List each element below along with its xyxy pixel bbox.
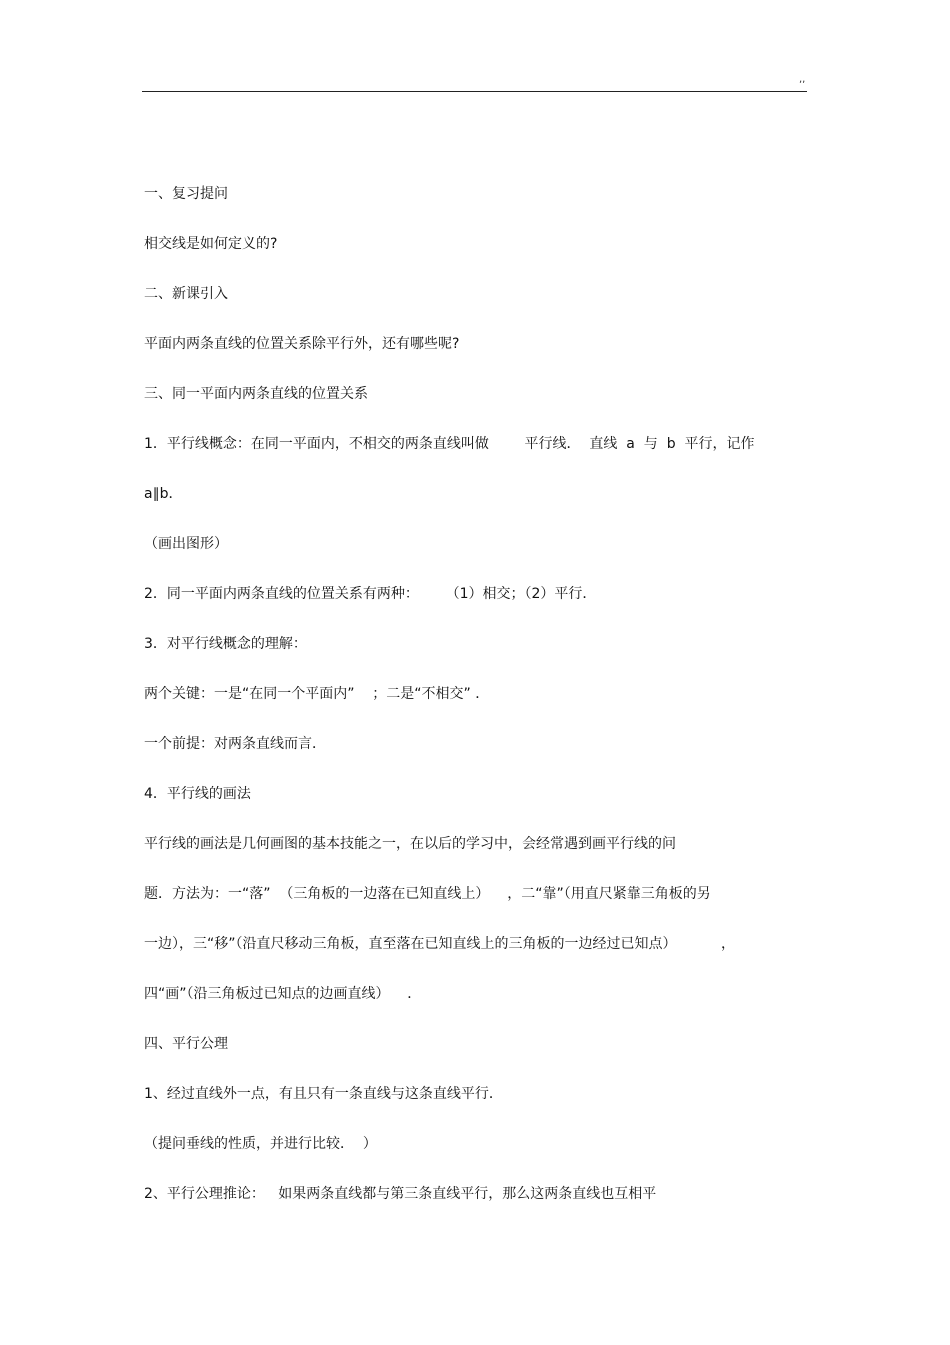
paragraph-line: 2、平行公理推论： 如果两条直线都与第三条直线平行，那么这两条直线也互相平 xyxy=(144,1186,657,1202)
paragraph-line: 1、经过直线外一点，有且只有一条直线与这条直线平行． xyxy=(144,1086,503,1102)
paragraph-line: 2．同一平面内两条直线的位置关系有两种： （1）相交；（2）平行． xyxy=(144,586,597,602)
paragraph-line: 四“画”（沿三角板过已知点的边画直线） ． xyxy=(144,986,422,1002)
paragraph-line: 平面内两条直线的位置关系除平行外，还有哪些呢? xyxy=(144,336,460,352)
section-heading-review: 一、复习提问 xyxy=(144,186,228,202)
section-heading-intro: 二、新课引入 xyxy=(144,286,228,302)
header-mark: ,, xyxy=(799,74,806,85)
paragraph-line: 3．对平行线概念的理解： xyxy=(144,636,307,652)
paragraph-line: 题．方法为：一“落” （三角板的一边落在已知直线上） ，二“靠”（用直尺紧靠三角板的另 xyxy=(144,886,711,902)
paragraph-line: （提问垂线的性质，并进行比较． ） xyxy=(144,1136,377,1152)
section-heading-axiom: 四、平行公理 xyxy=(144,1036,228,1052)
paragraph-line: 1．平行线概念：在同一平面内，不相交的两条直线叫做 平行线． 直线 a 与 b 平行，记作 xyxy=(144,436,755,452)
paragraph-line: 一个前提：对两条直线而言． xyxy=(144,736,326,752)
paragraph-line: （画出图形） xyxy=(144,536,228,552)
paragraph-line: 相交线是如何定义的? xyxy=(144,236,278,252)
header-rule xyxy=(142,91,807,92)
paragraph-line: 两个关键：一是“在同一个平面内” ；二是“不相交” ． xyxy=(144,686,490,702)
paragraph-line: 平行线的画法是几何画图的基本技能之一，在以后的学习中，会经常遇到画平行线的问 xyxy=(144,836,676,852)
section-heading-relations: 三、同一平面内两条直线的位置关系 xyxy=(144,386,368,402)
paragraph-line: a∥b． xyxy=(144,486,183,502)
paragraph-line: 一边），三“移”（沿直尺移动三角板，直至落在已知直线上的三角板的一边经过已知点） ， xyxy=(144,936,736,952)
paragraph-line: 4．平行线的画法 xyxy=(144,786,251,802)
